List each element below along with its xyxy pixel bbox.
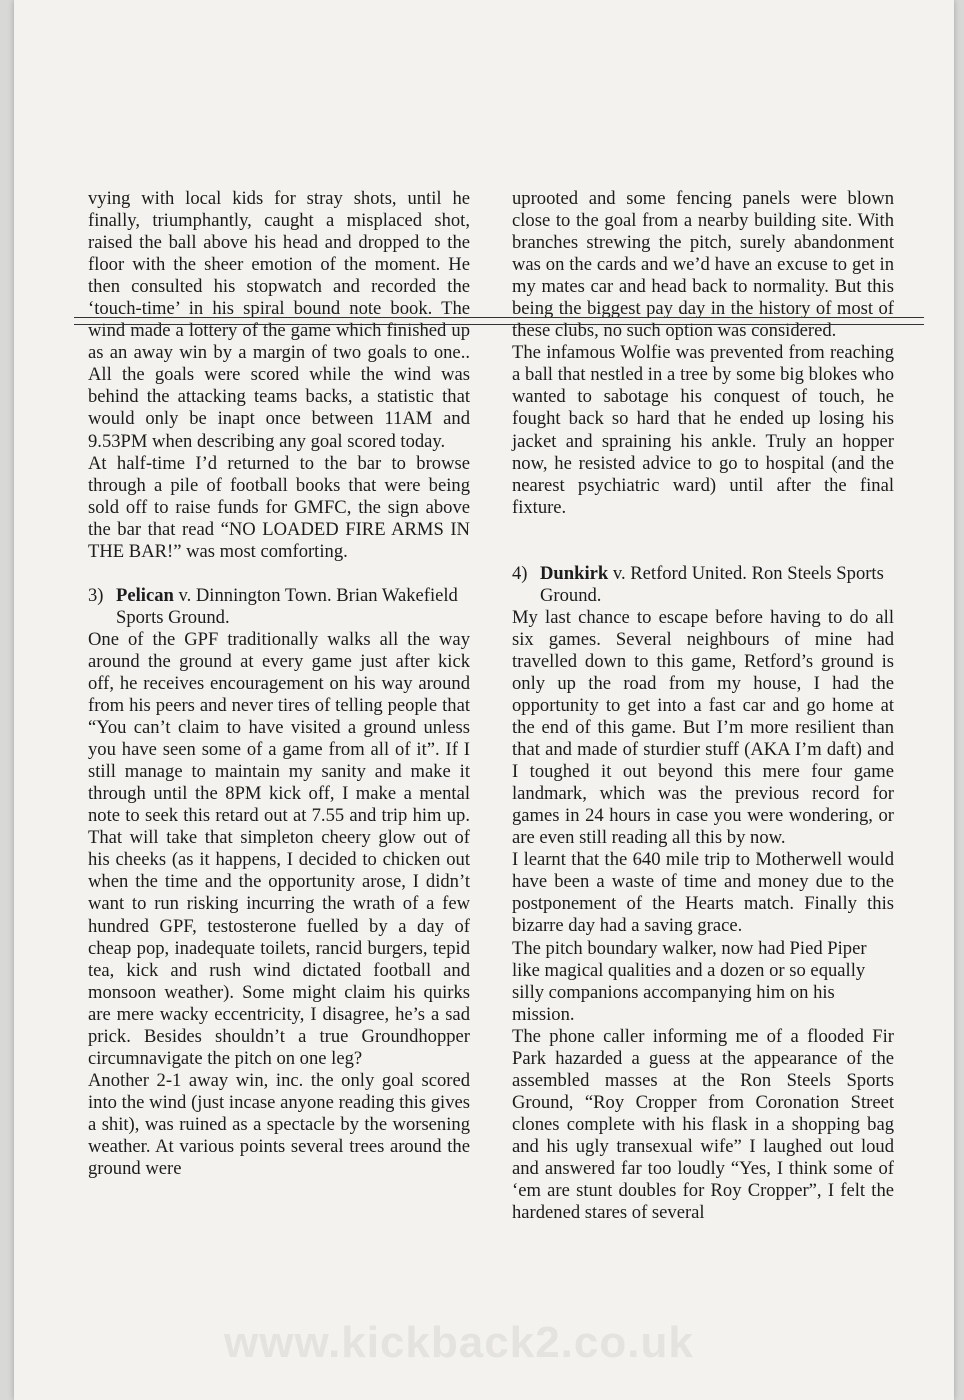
- magazine-page: [14, 0, 954, 1400]
- right-paragraph-1: uprooted and some fencing panels were blown close to the goal from a nearby building site. With branches strewing the pitch, surely abandonment was on the cards and we’d have an excuse to get in my mates car and head back to normality. But this being the biggest pay day in the history of most of these clubs, no such option was considered.: [512, 188, 894, 342]
- right-paragraph-3: My last chance to escape before having to do all six games. Several neighbours of mine had travelled down to this game, Retford’s ground is only up the road from my house, I had the opportunity to get into a fast car and go home at the end of this game. But I’m more resilient than that and made of sturdier stuff (AKA I’m daft) and I toughed it out beyond this mere four game landmark, which was the previous record for games in 24 hours in case you were wondering, or are even still reading all this by now.: [512, 606, 894, 849]
- left-column: [88, 188, 470, 1180]
- section-number: 4): [512, 562, 528, 584]
- fixture-detail: v. Retford United. Ron Steels Sports Ground.: [540, 562, 884, 606]
- right-paragraph-5: The pitch boundary walker, now had Pied Piper like magical qualities and a dozen or so equally silly companions accompanying him on his mission.: [512, 937, 867, 1025]
- home-team-name: Dunkirk: [540, 562, 609, 584]
- section-heading-4: [512, 563, 894, 607]
- fixture-detail: v. Dinnington Town. Brian Wakefield Sports Ground.: [116, 584, 458, 628]
- left-paragraph-4: Another 2-1 away win, inc. the only goal scored into the wind (just incase anyone reading this gives a shit), was ruined as a spectacle by the worsening weather. At various points several trees around the ground were: [88, 1069, 470, 1180]
- left-paragraph-1: vying with local kids for stray shots, until he finally, triumphantly, caught a misplaced shot, raised the ball above his head and dropped to the floor with the sheer emotion of the moment. He then consulted his stopwatch and recorded the ‘touch-time’ in his spiral bound note book. The wind made a lottery of the game which finished up as an away win by a margin of two goals to one.. All the goals were scored while the wind was behind the attacking teams backs, a statistic that would only be inapt once between 11AM and 9.53PM when describing any goal scored today.: [88, 188, 470, 452]
- section-number: 3): [88, 584, 104, 606]
- spacer: [88, 563, 470, 585]
- home-team-name: Pelican: [116, 584, 174, 606]
- right-paragraph-4: I learnt that the 640 mile trip to Motherwell would have been a waste of time and money due to the postponement of the Hearts match. Finally this bizarre day had a saving grace.: [512, 849, 894, 937]
- right-column: [512, 188, 894, 1224]
- spacer: [512, 541, 894, 563]
- website-watermark: www.kickback2.co.uk: [224, 1318, 694, 1367]
- left-paragraph-3: One of the GPF traditionally walks all the way around the ground at every game just after kick off, he receives encouragement on his way around from his peers and never tires of telling people that “You can’t claim to have visited a ground unless you have seen some of a game from all of it”. If I still manage to maintain my sanity and make it through until the 8PM kick off, I make a mental note to seek this retard out at 7.55 and trip him up. That will take that simpleton cheery glow out of his cheeks (as it happens, I decided to chicken out when the time and the opportunity arose, I didn’t want to run risking incurring the wrath of a few hundred GPF, testosterone fuelled by a day of cheap pop, inadequate toilets, rancid burgers, tepid tea, kick and rush wind dictated football and monsoon weather). Some might claim his quirks are mere wacky eccentricity, I disagree, he’s a sad prick. Besides shouldn’t a true Groundhopper circumnavigate the pitch on one leg?: [88, 628, 470, 1069]
- section-title: [540, 563, 894, 607]
- right-paragraph-6: The phone caller informing me of a flooded Fir Park hazarded a guess at the appearance of the assembled masses at the Ron Steels Sports Ground, “Roy Cropper from Coronation Street clones complete with his flask in a shopping bag and his ugly transexual wife” I laughed out loud and answered far too loudly “Yes, I think some of ‘em are stunt doubles for Roy Cropper”, I felt the hardened stares of several: [512, 1025, 894, 1224]
- section-title: [116, 585, 470, 629]
- left-paragraph-2: At half-time I’d returned to the bar to browse through a pile of football books that were being sold off to raise funds for GMFC, the sign above the bar that read “NO LOADED FIRE ARMS IN THE BAR!” was most comforting.: [88, 452, 470, 562]
- strike-through-line: [74, 317, 924, 325]
- right-paragraph-2: The infamous Wolfie was prevented from reaching a ball that nestled in a tree by some big blokes who wanted to sabotage his conquest of touch, he fought back so hard that he ended up losing his jacket and spraining his ankle. Truly an hopper now, he resisted advice to go to hospital (and the nearest psychiatric ward) until after the final fixture.: [512, 342, 894, 518]
- section-heading-3: [88, 585, 470, 629]
- spacer: [512, 519, 894, 541]
